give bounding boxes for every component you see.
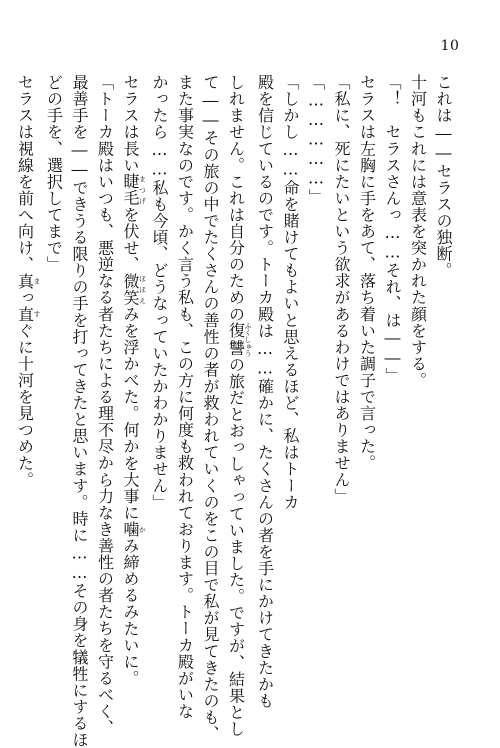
ruby-matsuge: 睫毛まつげ (121, 173, 147, 207)
text-line-1: これは――セラスの独断。 (434, 74, 453, 279)
ruby-fukushuu: 復讐ふくしゅう (226, 321, 252, 357)
text-line-5: 「私に、死にたいという欲求があるわけではありません」 (332, 74, 351, 505)
ruby-ma: 真ま (15, 272, 41, 290)
text-line-13: セラスは長い睫毛まつげを伏せ、微笑ほほえみを浮かべた。何かを大事に噛かみ締めるみたいに。 (121, 74, 147, 687)
text-line-4: セラスは左胸に手をあて、落ち着いた調子で言った。 (357, 74, 377, 472)
text-line-14: 「トーカ殿はいつも、悪逆なる者たちによる理不尽から力なき善性の者たちを守るべく、 (95, 74, 115, 736)
text-line-7: 「しかし……命を賭けてもよいと思えるほど、私はトーカ (281, 74, 300, 511)
text-line-3: 「！ セラスさんっ……それ、は――」 (383, 74, 402, 384)
text-line-17: セラスは視線を前へ向け、真まっ直すぐに十河を見つめた。 (15, 74, 41, 488)
page-number: 10 (440, 38, 460, 54)
text-line-16: どの手を、選択してまで」 (44, 74, 64, 273)
text-line-6: 「……………」 (306, 74, 326, 205)
text-line-9: しれません。これは自分のための復讐ふくしゅうの旅だとおっしゃっていました。ですが、結果とし (226, 74, 252, 737)
ruby-hohoe: 微笑ほほえ (121, 272, 147, 306)
ruby-ka: 噛か (121, 520, 147, 538)
text-line-11: また事実なのです。かく言う私も、この方に何度も救われております。トーカ殿がいな (175, 74, 195, 720)
text-line-8: 殿を信じているのです。トーカ殿は……確かに、たくさんの者を手にかけてきたかも (255, 74, 275, 709)
text-line-15: 最善手を――できうる限りの手を打ってきたと思います。時に……その身を犠牲にするほ (70, 74, 89, 748)
vertical-text-body (15, 74, 456, 748)
text-line-12: かったら……私も今頃、どうなっていたかわかりません」 (150, 74, 169, 511)
text-line-10: て――その旅の中でたくさんの善性の者が救われていくのをこの目で私が見てきたのも、 (201, 74, 220, 742)
text-line-2: 十河もこれには意表を突かれた顔をする。 (408, 74, 428, 389)
ruby-su: 直す (15, 305, 41, 323)
